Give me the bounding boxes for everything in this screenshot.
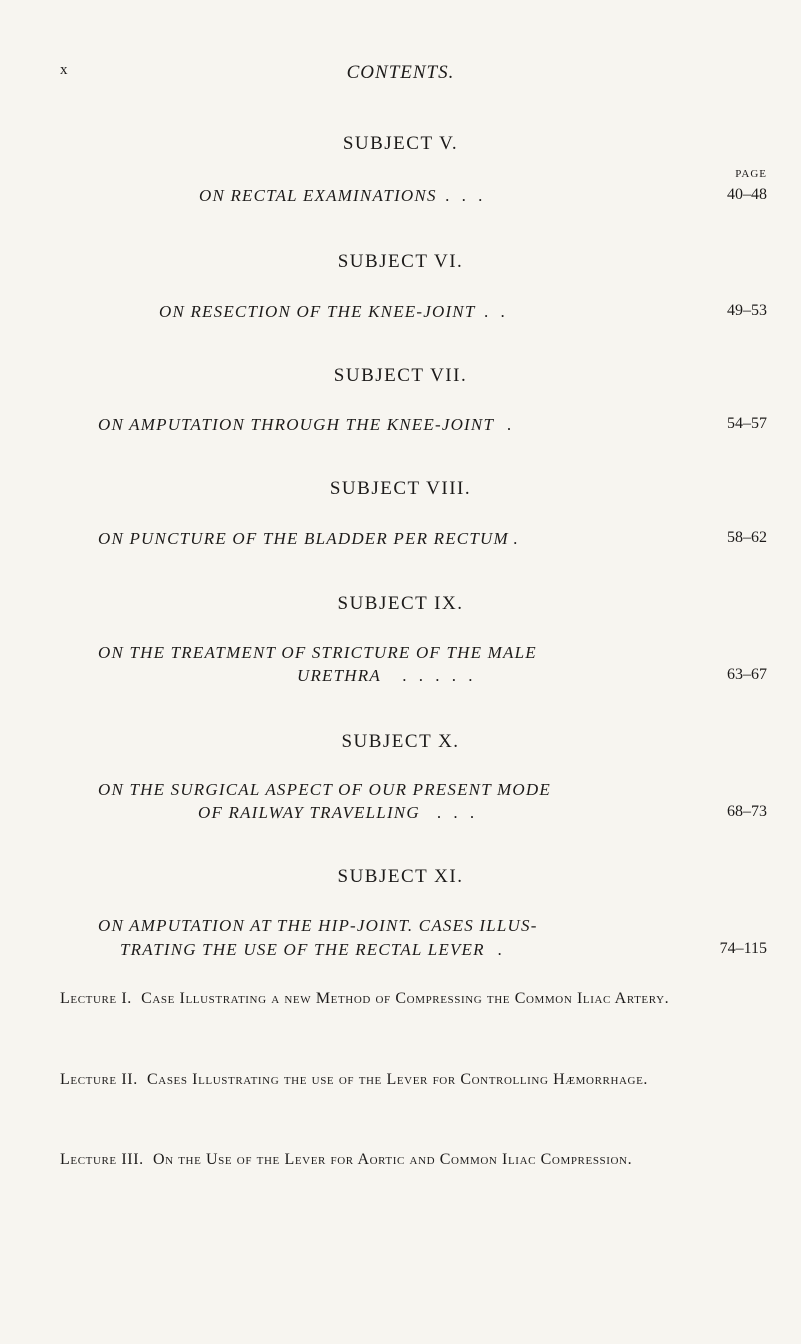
page-range: 74–115 xyxy=(719,940,767,957)
subject-title-continued: OF RAILWAY TRAVELLING . . . xyxy=(198,803,479,822)
subject-title: ON THE TREATMENT OF STRICTURE OF THE MALE xyxy=(98,643,537,662)
subject-title: ON RECTAL EXAMINATIONS . . . xyxy=(199,186,487,205)
page-range: 68–73 xyxy=(727,803,767,820)
subject-heading: SUBJECT IX. xyxy=(337,593,464,614)
subject-title: ON THE SURGICAL ASPECT OF OUR PRESENT MODE xyxy=(98,780,551,799)
lecture-entry: Lecture I. Case Illustrating a new Method of Compressing the Common Iliac Artery. xyxy=(60,990,670,1007)
lecture-entry: Lecture II. Cases Illustrating the use of the Lever for Controlling Hæmorrhage. xyxy=(60,1071,648,1088)
running-head: CONTENTS. xyxy=(346,62,455,83)
subject-heading: SUBJECT VIII. xyxy=(329,478,472,499)
page-range: 63–67 xyxy=(727,666,767,683)
page-range: 54–57 xyxy=(727,415,767,432)
page-range: 49–53 xyxy=(727,302,767,319)
page-column-label: PAGE xyxy=(735,168,767,180)
page-header xyxy=(0,62,801,86)
subject-title: ON AMPUTATION AT THE HIP-JOINT. CASES ILLUS- xyxy=(98,916,538,935)
subject-heading: SUBJECT V. xyxy=(342,133,459,154)
page-range: 58–62 xyxy=(727,529,767,546)
lecture-entry: Lecture III. On the Use of the Lever for Aortic and Common Iliac Compression. xyxy=(60,1151,633,1168)
page-range: 40–48 xyxy=(727,186,767,203)
subject-heading: SUBJECT X. xyxy=(341,731,460,752)
subject-title-continued: URETHRA . . . . . xyxy=(297,666,477,685)
subject-title: ON RESECTION OF THE KNEE-JOINT . . xyxy=(159,302,509,321)
subject-title: ON AMPUTATION THROUGH THE KNEE-JOINT . xyxy=(98,415,516,434)
subject-heading: SUBJECT XI. xyxy=(337,866,464,887)
subject-heading: SUBJECT VII. xyxy=(333,365,468,386)
subject-heading: SUBJECT VI. xyxy=(337,251,464,272)
subject-title-continued: TRATING THE USE OF THE RECTAL LEVER . xyxy=(120,940,506,959)
page-number: x xyxy=(60,62,68,78)
subject-title: ON PUNCTURE OF THE BLADDER PER RECTUM . xyxy=(98,529,522,548)
